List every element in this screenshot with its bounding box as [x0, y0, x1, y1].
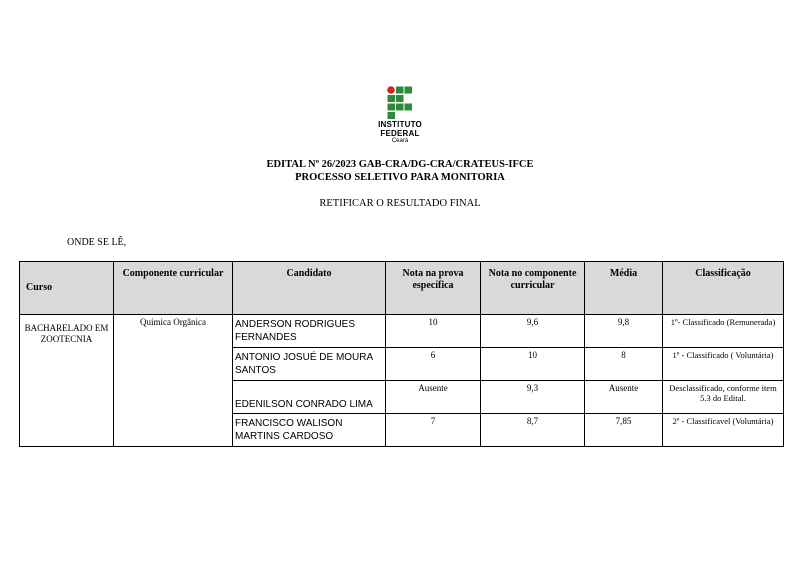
ifce-logo [372, 86, 428, 145]
header-nota-componente: Nota no componente curricular [481, 262, 585, 315]
processo-title: PROCESSO SELETIVO PARA MONITORIA [295, 172, 505, 183]
classificacao-cell: 1º - Classificado ( Voluntária) [663, 348, 784, 381]
classificacao-cell: 1º- Classificado (Remunerada) [663, 315, 784, 348]
table-header-row [20, 262, 784, 315]
media-cell: 9,8 [585, 315, 663, 348]
nota-prova-cell: 10 [386, 315, 481, 348]
media-cell: 8 [585, 348, 663, 381]
curso-cell: BACHARELADO EM ZOOTECNIA [20, 315, 114, 447]
classificacao-cell: 2º - Classificavel (Voluntária) [663, 414, 784, 447]
nota-componente-cell: 8,7 [481, 414, 585, 447]
results-table [19, 261, 784, 447]
logo-text-ceara: Ceará [391, 138, 409, 144]
nota-prova-cell: 7 [386, 414, 481, 447]
header-candidato: Candidato [233, 262, 386, 315]
header-classificacao: Classificação [663, 262, 784, 315]
classificacao-cell: Desclassificado, conforme item 5.3 do Edital. [663, 381, 784, 414]
header-curso: Curso [20, 262, 114, 315]
nota-componente-cell: 9,3 [481, 381, 585, 414]
header-nota-prova: Nota na prova específica [386, 262, 481, 315]
candidato-cell: ANTONIO JOSUÉ DE MOURA SANTOS [233, 348, 386, 381]
candidato-cell: FRANCISCO WALISON MARTINS CARDOSO [233, 414, 386, 447]
nota-componente-cell: 10 [481, 348, 585, 381]
nota-prova-cell: Ausente [386, 381, 481, 414]
ifce-logo-mark [387, 86, 413, 120]
header-componente: Componente curricular [114, 262, 233, 315]
logo-text-federal: FEDERAL [380, 129, 420, 138]
onde-se-le: ONDE SE LÊ, [67, 237, 127, 248]
nota-prova-cell: 6 [386, 348, 481, 381]
nota-componente-cell: 9,6 [481, 315, 585, 348]
edital-title: EDITAL Nº 26/2023 GAB-CRA/DG-CRA/CRATEUS-IFCE [266, 159, 534, 170]
header-media: Média [585, 262, 663, 315]
media-cell: 7,85 [585, 414, 663, 447]
componente-cell: Química Orgânica [114, 315, 233, 447]
candidato-cell: EDENILSON CONRADO LIMA [233, 381, 386, 414]
logo-red-dot [387, 86, 395, 94]
media-cell: Ausente [585, 381, 663, 414]
retificar-subtitle: RETIFICAR O RESULTADO FINAL [319, 198, 481, 209]
candidato-cell: ANDERSON RODRIGUES FERNANDES [233, 315, 386, 348]
table-row [20, 315, 784, 348]
logo-text-instituto: INSTITUTO [378, 120, 422, 129]
